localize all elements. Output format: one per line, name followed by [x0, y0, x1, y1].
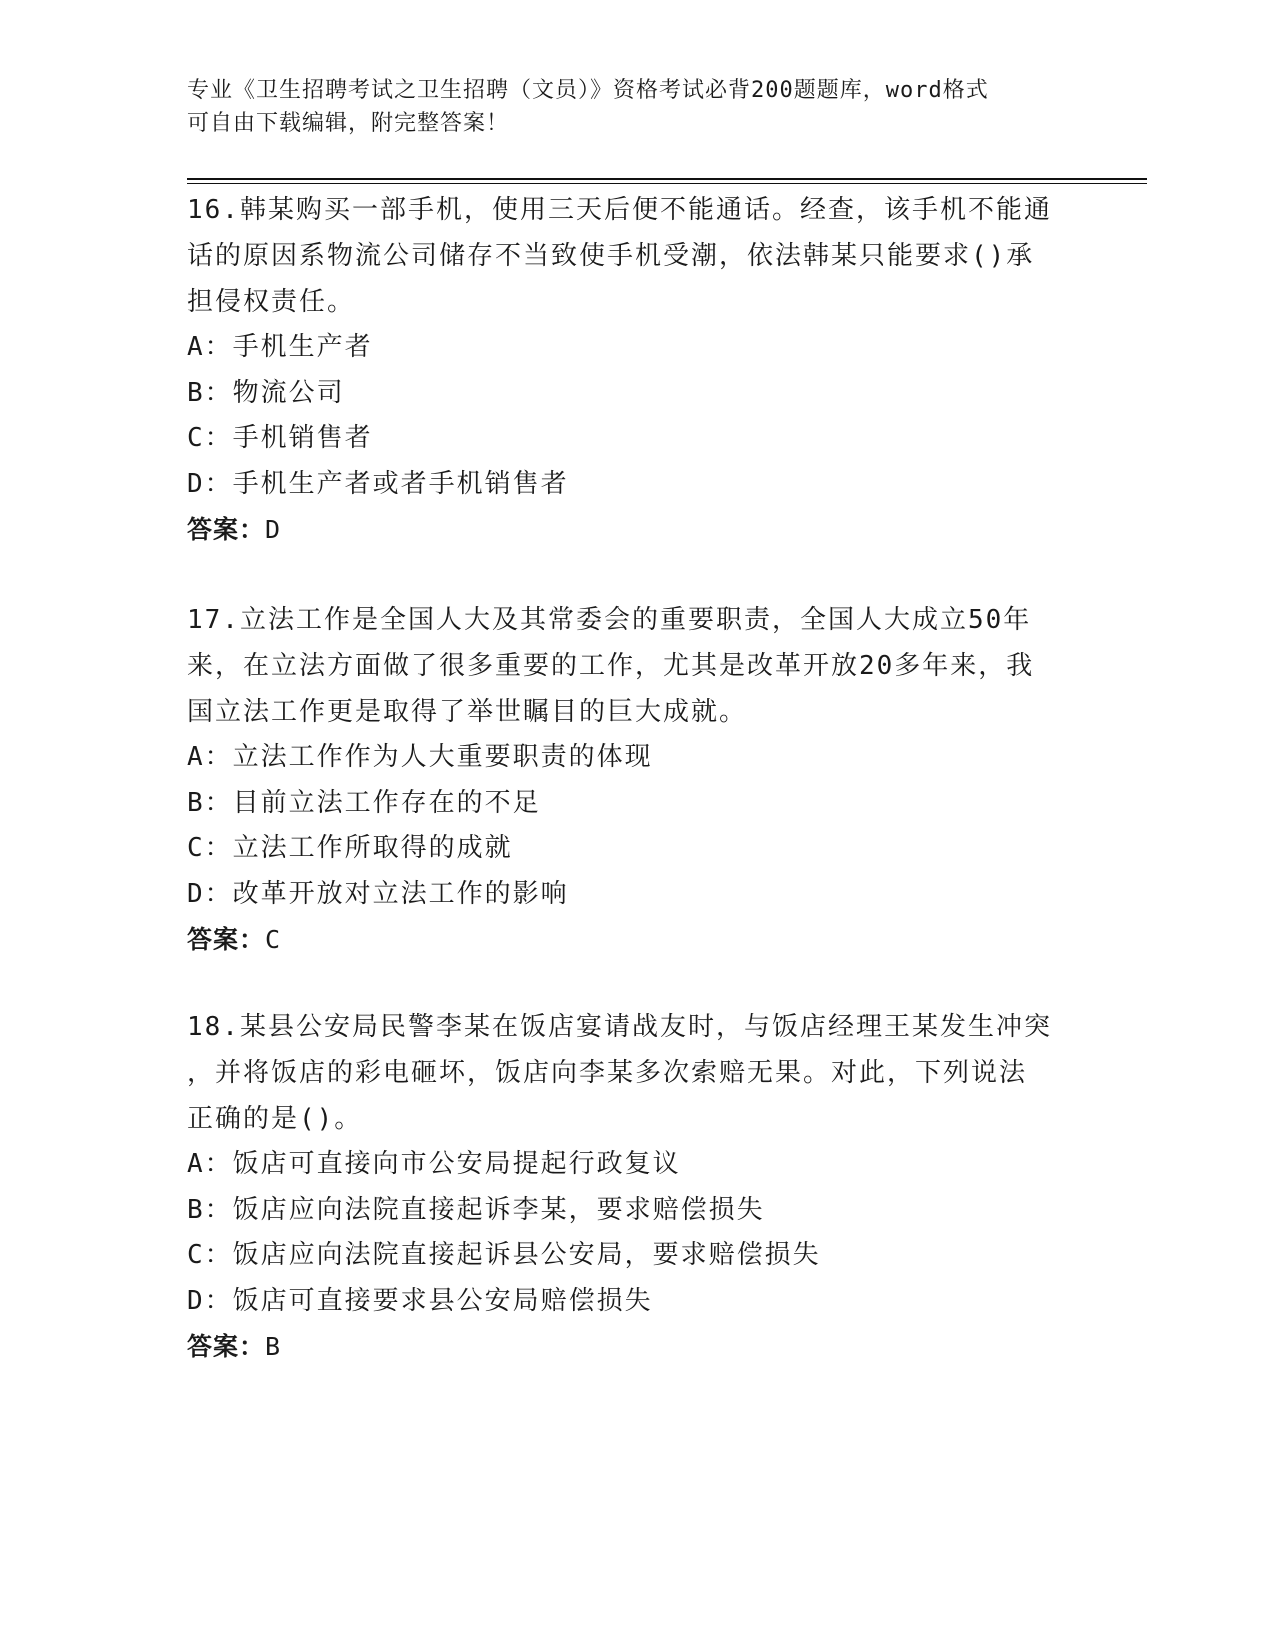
header-line-1: 专业《卫生招聘考试之卫生招聘（文员）》资格考试必背200题题库，word格式: [187, 78, 989, 103]
option-a: A：饭店可直接向市公安局提起行政复议: [187, 1149, 681, 1179]
header-divider-thick: [187, 178, 1147, 180]
answer-label: 答案：: [187, 515, 266, 545]
option-c: C：手机销售者: [187, 423, 373, 454]
question-stem-line: 担侵权责任。: [187, 287, 356, 317]
option-b: B：目前立法工作存在的不足: [187, 787, 541, 818]
answer: [187, 917, 1067, 963]
answer: [187, 1324, 1067, 1370]
header-line-2: 可自由下载编辑，附完整答案！: [187, 111, 510, 136]
question-stem-line: 话的原因系物流公司储存不当致使手机受潮，依法韩某只能要求()承: [187, 241, 1035, 271]
question-stem-line: 16.韩某购买一部手机，使用三天后便不能通话。经查，该手机不能通: [187, 195, 1052, 225]
option-d: D：手机生产者或者手机销售者: [187, 468, 569, 499]
question-18: [187, 1004, 1067, 1370]
option-d: D：饭店可直接要求县公安局赔偿损失: [187, 1285, 653, 1316]
answer-value: B: [265, 1332, 282, 1362]
option-a: A：立法工作作为人大重要职责的体现: [187, 742, 653, 772]
option-c: C：立法工作所取得的成就: [187, 833, 513, 864]
question-stem-line: 来，在立法方面做了很多重要的工作，尤其是改革开放20多年来，我: [187, 651, 1035, 681]
option-b: B：饭店应向法院直接起诉李某，要求赔偿损失: [187, 1194, 765, 1225]
answer-value: D: [265, 515, 282, 545]
question-stem-line: ，并将饭店的彩电砸坏，饭店向李某多次索赔无果。对此，下列说法: [187, 1058, 1028, 1088]
question-stem-line: 国立法工作更是取得了举世瞩目的巨大成就。: [187, 697, 748, 727]
answer-label: 答案：: [187, 1332, 266, 1362]
question-17: [187, 597, 1067, 963]
option-d: D：改革开放对立法工作的影响: [187, 878, 569, 909]
question-stem-line: 18.某县公安局民警李某在饭店宴请战友时，与饭店经理王某发生冲突: [187, 1012, 1052, 1042]
question-16: [187, 187, 1067, 553]
option-a: A：手机生产者: [187, 332, 373, 362]
option-b: B：物流公司: [187, 377, 345, 408]
question-stem-line: 正确的是()。: [187, 1104, 363, 1134]
header-divider-thin: [187, 183, 1147, 184]
answer-label: 答案：: [187, 925, 266, 955]
answer: [187, 507, 1067, 553]
answer-value: C: [265, 925, 282, 955]
question-stem-line: 17.立法工作是全国人大及其常委会的重要职责，全国人大成立50年: [187, 605, 1032, 635]
document-header: [187, 74, 1067, 140]
option-c: C：饭店应向法院直接起诉县公安局，要求赔偿损失: [187, 1240, 821, 1271]
